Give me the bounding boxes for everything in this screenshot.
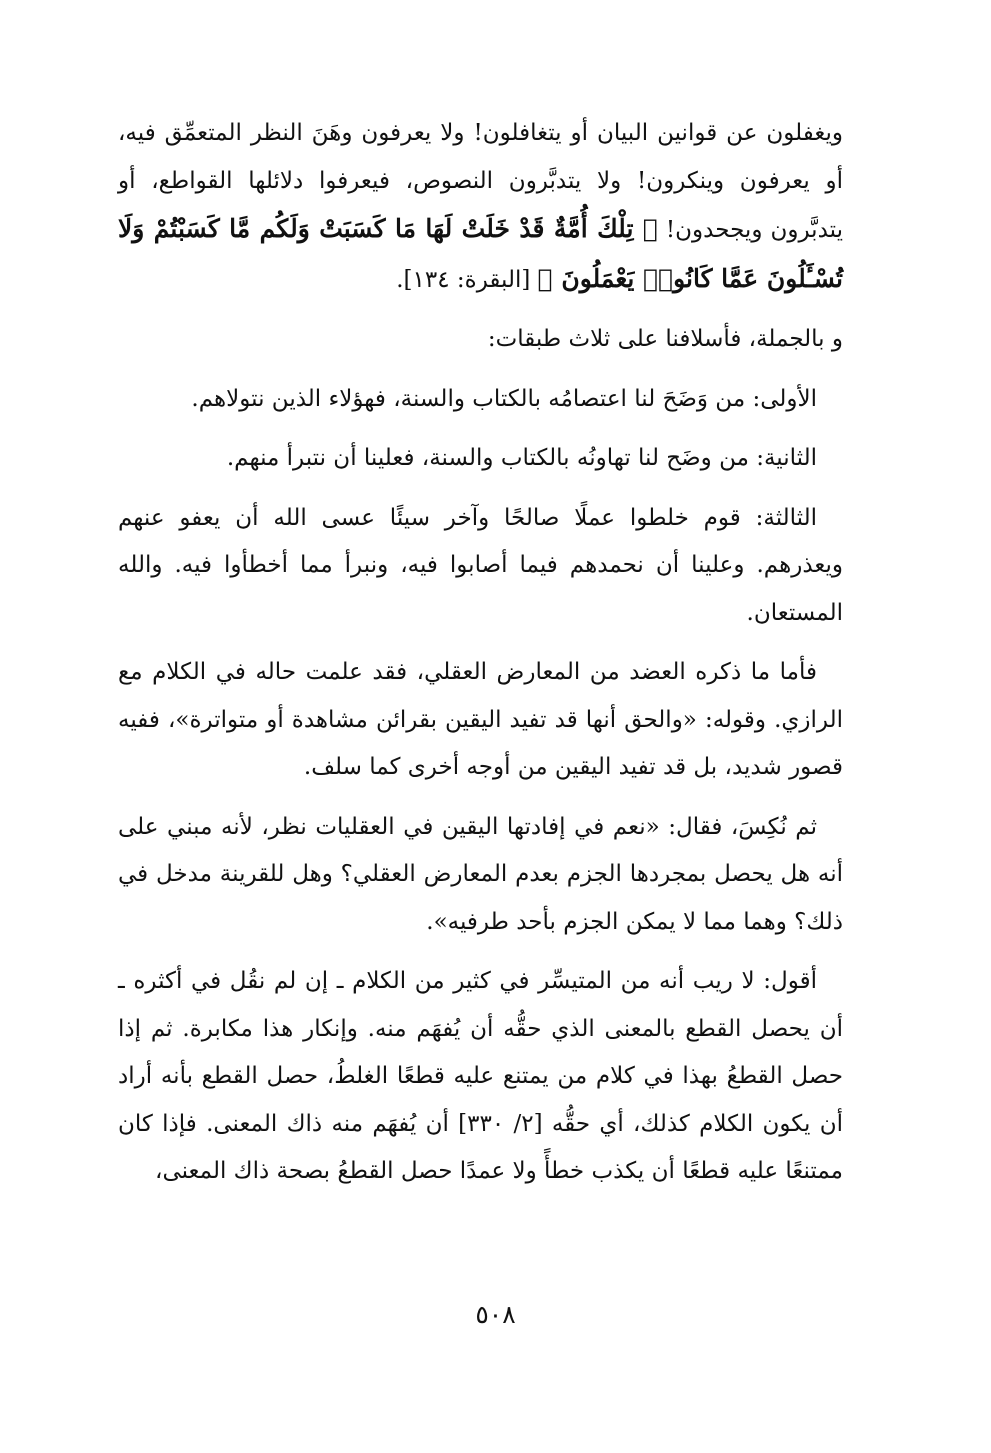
main-text (118, 110, 843, 1208)
paragraph-4: الثانية: من وضَح لنا تهاونُه بالكتاب والسنة، فعلينا أن نتبرأ منهم. (226, 445, 817, 471)
paragraph-6: فأما ما ذكره العضد من المعارض العقلي، فقد علمت حاله في الكلام مع الرازي. وقوله: «والحق أنها قد تفيد اليقين بقرائن مشاهدة أو متواترة»، ففيه قصور شديد، بل قد تفيد اليقين من أوجه أخرى كما سلف. (118, 659, 843, 780)
paragraph-3: الأولى: من وَضَحَ لنا اعتصامُه بالكتاب والسنة، فهؤلاء الذين نتولاهم. (191, 385, 817, 412)
verse-reference: [البقرة: ١٣٤]. (396, 266, 538, 293)
paragraph-5: الثالثة: قوم خلطوا عملًا صالحًا وآخر سيئًا عسى الله أن يعفو عنهم ويعذرهم. وعلينا أن نحمدهم فيما أصابوا فيه، ونبرأ مما أخطأوا فيه. والله المستعان. (118, 504, 843, 626)
quran-verse: ﴿ تِلْكَ أُمَّةٌ قَدْ خَلَتْ لَهَا مَا كَسَبَتْ وَلَكُم مَّا كَسَبْتُمْ وَلَا تُسْـَٔلُونَ عَمَّا كَانُوا۟ يَعْمَلُونَ ﴾ (118, 214, 843, 293)
paragraph-8: أقول: لا ريب أنه من المتيسِّر في كثير من الكلام ـ إن لم نقُل في أكثره ـ أن يحصل القطع بالمعنى الذي حقُّه أن يُفهَم منه. وإنكار هذا مكابرة. ثم إذا حصل القطعُ بهذا في كلام من يمتنع عليه قطعًا الغلطُ، حصل القطع بأنه أراد أن يكون الكلام كذلك، أي حقُّه [٢/ ٣٣٠] أن يُفهَم منه ذاك المعنى. فإذا كان ممتنعًا عليه قطعًا أن يكذب خطأً ولا عمدًا حصل القطعُ بصحة ذاك المعنى، (118, 968, 843, 1184)
paragraph-1-text: ويغفلون عن قوانين البيان أو يتغافلون! ولا يعرفون وهَنَ النظر المتعمِّق فيه، أو يعرفون وينكرون! ولا يتدبَّرون النصوص، فيعرفوا دلائلها القواطع، أو يتدبَّرون ويجحدون! (118, 120, 843, 243)
page-number: ٥٠٨ (475, 1300, 516, 1329)
paragraph-7: ثم نُكِسَ، فقال: «نعم في إفادتها اليقين في العقليات نظر، لأنه مبني على أنه هل يحصل بمجردها الجزم بعدم المعارض العقلي؟ وهل للقرينة مدخل في ذلك؟ وهما مما لا يمكن الجزم بأحد طرفيه». (118, 813, 843, 935)
paragraph-2: و بالجملة، فأسلافنا على ثلاث طبقات: (487, 326, 843, 352)
paragraph-1 (118, 110, 843, 304)
